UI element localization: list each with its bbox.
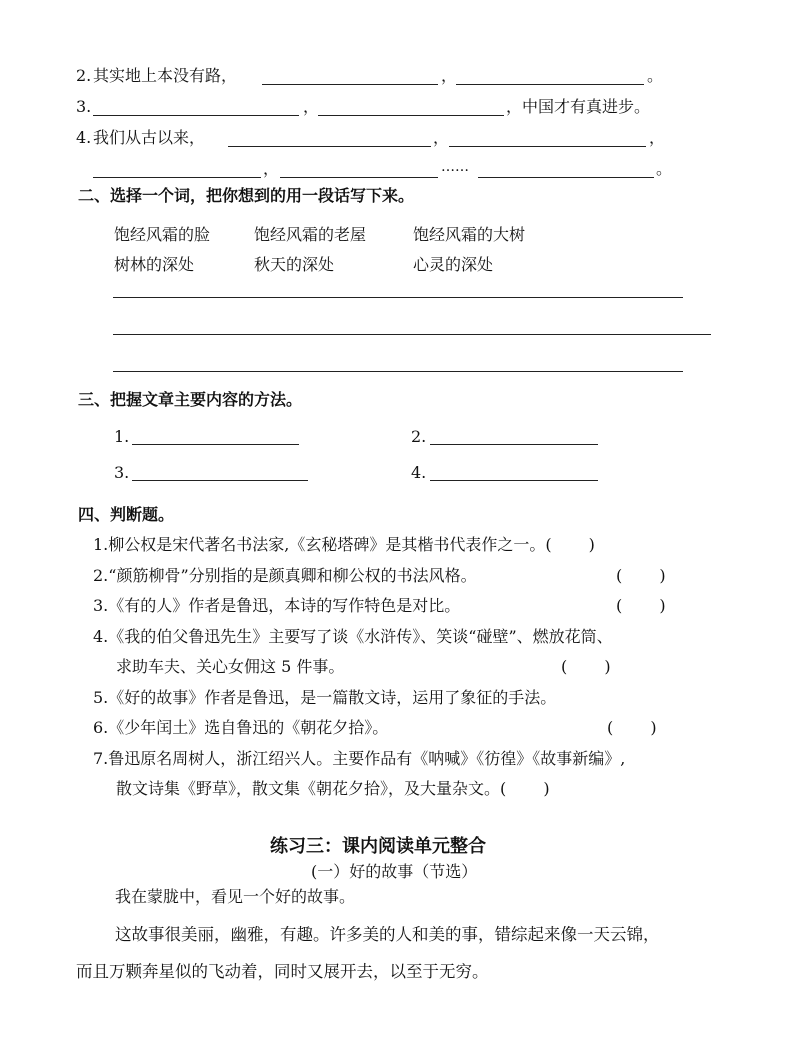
q4-blank-4[interactable] xyxy=(280,177,438,178)
method-number: 3. xyxy=(114,463,130,482)
word-option: 心灵的深处 xyxy=(413,255,494,274)
judge-item: 2.“颜筋柳骨”分别指的是颜真卿和柳公权的书法风格。 xyxy=(93,566,477,585)
judge-item-continued: 散文诗集《野草》，散文集《朝花夕拾》，及大量杂文。( ) xyxy=(116,779,550,798)
word-option: 饱经风霜的老屋 xyxy=(254,225,367,244)
word-option: 秋天的深处 xyxy=(254,255,335,274)
q2-text: 其实地上本没有路， xyxy=(93,66,238,85)
passage-paragraph: 这故事很美丽，幽雅，有趣。许多美的人和美的事，错综起来像一天云锦， xyxy=(115,925,660,944)
judge-item-continued: 求助车夫、关心女佣这 5 件事。 xyxy=(116,657,345,676)
judge-item: 7.鲁迅原名周树人，浙江绍兴人。主要作品有《呐喊》《彷徨》《故事新编》, xyxy=(93,749,626,768)
practice-title: 练习三：课内阅读单元整合 xyxy=(270,836,486,857)
judge-item: 3.《有的人》作者是鲁迅，本诗的写作特色是对比。 xyxy=(93,596,461,615)
answer-paren[interactable]: ( ) xyxy=(616,596,666,615)
q2-blank-2[interactable] xyxy=(456,84,644,85)
q4-separator-2: ， xyxy=(649,128,666,147)
judge-item: 1.柳公权是宋代著名书法家,《玄秘塔碑》是其楷书代表作之一。( ) xyxy=(93,535,595,554)
judge-item: 6.《少年闰土》选自鲁迅的《朝花夕拾》。 xyxy=(93,718,389,737)
q4-number: 4. xyxy=(76,128,92,147)
q2-end: 。 xyxy=(647,66,664,85)
word-option: 饱经风霜的大树 xyxy=(413,225,526,244)
passage-paragraph: 我在蒙胧中，看见一个好的故事。 xyxy=(115,887,356,906)
practice-subtitle: (一）好的故事（节选） xyxy=(311,862,478,881)
q4-text: 我们从古以来， xyxy=(93,128,206,147)
section3-title: 三、把握文章主要内容的方法。 xyxy=(78,390,303,409)
answer-paren[interactable]: ( ) xyxy=(561,657,611,676)
section2-title: 二、选择一个词，把你想到的用一段话写下来。 xyxy=(78,186,415,205)
method-blank[interactable] xyxy=(430,480,598,481)
q4-separator-3: ， xyxy=(263,159,280,178)
q4-blank-3[interactable] xyxy=(93,177,261,178)
q4-blank-5[interactable] xyxy=(478,177,654,178)
word-option: 树林的深处 xyxy=(114,255,195,274)
q2-number: 2. xyxy=(76,66,92,85)
judge-item: 5.《好的故事》作者是鲁迅，是一篇散文诗，运用了象征的手法。 xyxy=(93,688,557,707)
q3-number: 3. xyxy=(76,97,92,116)
method-blank[interactable] xyxy=(132,480,308,481)
writing-line[interactable] xyxy=(113,297,683,298)
word-option: 饱经风霜的脸 xyxy=(114,225,211,244)
answer-paren[interactable]: ( ) xyxy=(607,718,657,737)
q4-blank-2[interactable] xyxy=(449,146,646,147)
q3-blank-1[interactable] xyxy=(93,115,299,116)
q4-end: 。 xyxy=(656,159,673,178)
q4-ellipsis: …… xyxy=(441,159,469,175)
passage-paragraph-continued: 而且万颗奔星似的飞动着，同时又展开去，以至于无穷。 xyxy=(76,962,489,981)
answer-paren[interactable]: ( ) xyxy=(616,566,666,585)
judge-item: 4.《我的伯父鲁迅先生》主要写了谈《水浒传》、笑谈“碰壁”、燃放花筒、 xyxy=(93,627,613,646)
section4-title: 四、判断题。 xyxy=(78,505,175,524)
q3-blank-2[interactable] xyxy=(318,115,504,116)
q4-separator-1: ， xyxy=(433,128,450,147)
method-number: 1. xyxy=(114,427,130,446)
method-blank[interactable] xyxy=(430,444,598,445)
q3-end: ，中国才有真进步。 xyxy=(506,97,651,116)
method-blank[interactable] xyxy=(132,444,299,445)
method-number: 2. xyxy=(411,427,427,446)
q3-separator: ， xyxy=(303,97,320,116)
q4-blank-1[interactable] xyxy=(228,146,431,147)
q2-blank-1[interactable] xyxy=(262,84,438,85)
method-number: 4. xyxy=(411,463,427,482)
q2-separator: ， xyxy=(441,66,458,85)
writing-line[interactable] xyxy=(113,334,711,335)
writing-line[interactable] xyxy=(113,371,683,372)
